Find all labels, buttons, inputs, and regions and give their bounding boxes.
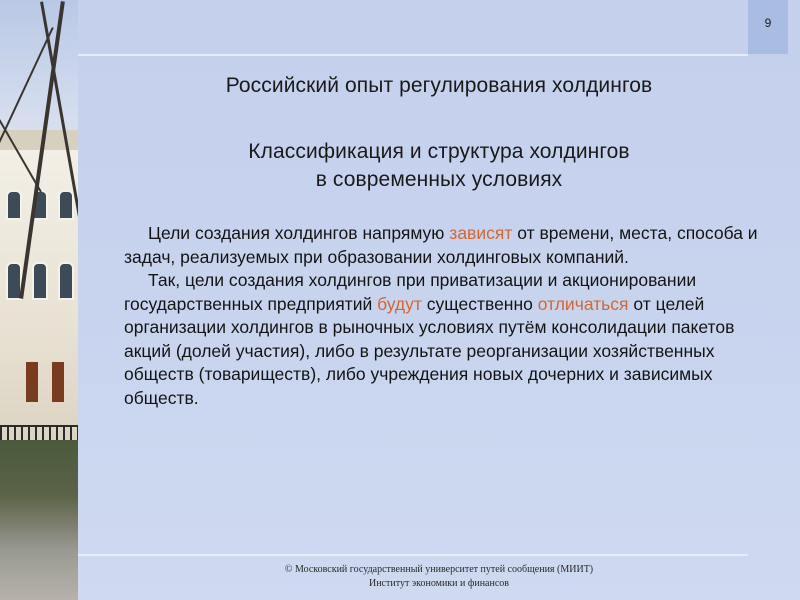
paragraph-2 [124, 269, 764, 410]
footer [78, 563, 800, 591]
highlight-otlichatsya: отличаться [537, 293, 629, 314]
paragraph-2-text-e: от целей организации холдингов в рыночных условиях путём консолидации пакетов акций (долей участия), либо в результате реорганизации хозяйственных обществ (товариществ), либо учреждения новых дочерних и зависимых обществ. [124, 293, 735, 408]
bottom-divider [78, 554, 748, 556]
slide-number: 9 [764, 16, 772, 30]
highlight-zavisyat: зависят [449, 223, 513, 243]
paragraph-2-text-c: существенно [421, 293, 538, 314]
paragraph-1-text-c: от времени, места, способа и задач, реализуемых при образовании холдинговых компаний. [124, 223, 758, 267]
slide-subtitle [78, 138, 800, 194]
building-photo [0, 0, 78, 600]
highlight-budut: будут [377, 293, 422, 314]
paragraph-2-text-a: Так, цели создания холдингов при приватизации и акционировании государственных предприятий [124, 270, 697, 314]
subtitle-line-2: в современных условиях [315, 168, 563, 191]
slide-title: Российский опыт регулирования холдингов [225, 74, 653, 97]
paragraph-1-text-a: Цели создания холдингов напрямую [148, 223, 450, 243]
footer-line-1: © Московский государственный университет путей сообщения (МИИТ) [284, 564, 594, 575]
top-divider [78, 54, 748, 56]
slide-body [124, 222, 764, 410]
paragraph-1 [124, 222, 764, 269]
footer-line-2: Институт экономики и финансов [368, 578, 510, 589]
subtitle-line-1: Классификация и структура холдингов [248, 140, 630, 163]
